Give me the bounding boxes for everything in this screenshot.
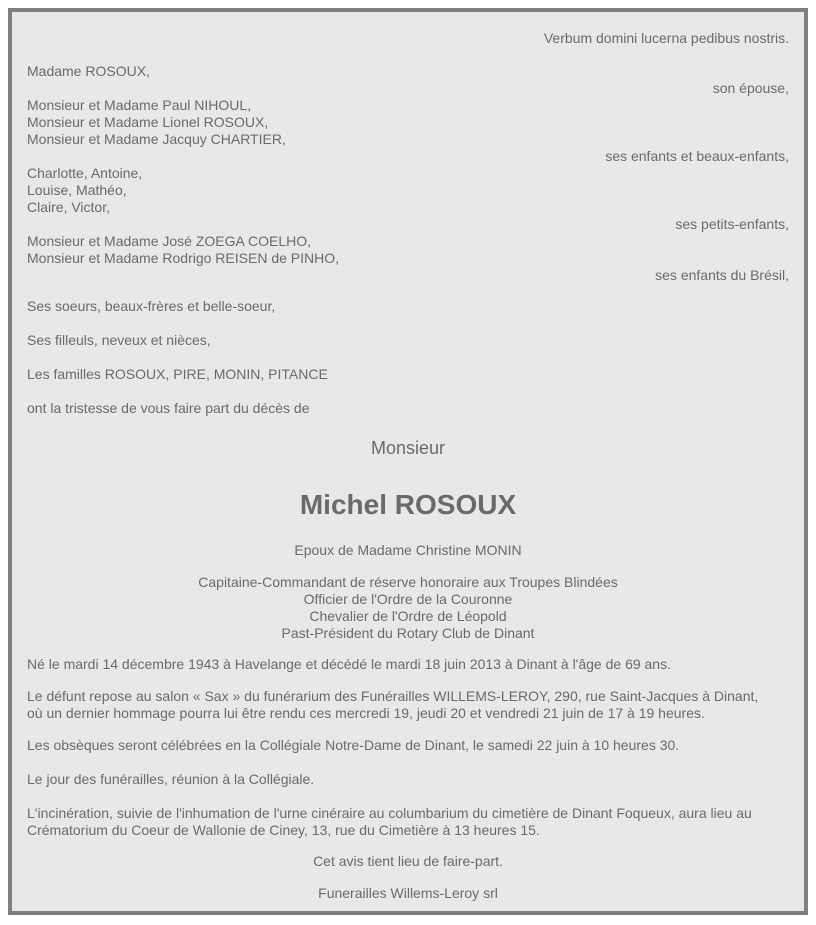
announcement-line: ont la tristesse de vous faire part du décès de <box>27 400 310 416</box>
siblings-line: Ses soeurs, beaux-frères et belle-soeur, <box>27 298 276 314</box>
grandchild-names: Louise, Mathéo, <box>27 182 127 198</box>
repose-line: où un dernier hommage pourra lui être rendu ces mercredi 19, jeudi 20 et vendredi 21 juin de 17 à 19 heures. <box>27 705 705 721</box>
spouse-name: Madame ROSOUX, <box>27 63 150 79</box>
spouse-line: Epoux de Madame Christine MONIN <box>294 542 522 558</box>
birth-death-line: Né le mardi 14 décembre 1943 à Havelange et décédé le mardi 18 juin 2013 à Dinant à l'âge de 69 ans. <box>27 656 671 672</box>
honor-line: Officier de l'Ordre de la Couronne <box>303 591 513 607</box>
obituary-notice <box>8 8 808 915</box>
notice-line: Cet avis tient lieu de faire-part. <box>313 853 503 869</box>
epigraph: Verbum domini lucerna pedibus nostris. <box>543 30 789 46</box>
godchildren-line: Ses filleuls, neveux et nièces, <box>27 332 211 348</box>
brazil-relation: ses enfants du Brésil, <box>655 267 789 283</box>
children-relation: ses enfants et beaux-enfants, <box>605 148 789 164</box>
child-name: Monsieur et Madame Lionel ROSOUX, <box>27 114 269 130</box>
spouse-relation: son épouse, <box>712 80 789 96</box>
honor-line: Capitaine-Commandant de réserve honoraire aux Troupes Blindées <box>198 574 618 590</box>
funeral-line: Les obsèques seront célébrées en la Collégiale Notre-Dame de Dinant, le samedi 22 juin à 10 heures 30. <box>27 737 680 753</box>
families-line: Les familles ROSOUX, PIRE, MONIN, PITANCE <box>27 366 328 382</box>
funeral-home: Funerailles Willems-Leroy srl <box>318 885 498 901</box>
deceased-name: Michel ROSOUX <box>299 489 517 520</box>
repose-line: Le défunt repose au salon « Sax » du funérarium des Funérailles WILLEMS-LEROY, 290, rue Saint-Jacques à Dinant, <box>27 688 759 704</box>
cremation-line: Crématorium du Coeur de Wallonie de Ciney, 13, rue du Cimetière à 13 heures 15. <box>27 822 540 838</box>
grandchild-names: Claire, Victor, <box>27 199 110 215</box>
deceased-title: Monsieur <box>370 438 446 458</box>
grandchild-names: Charlotte, Antoine, <box>27 165 143 181</box>
meeting-line: Le jour des funérailles, réunion à la Collégiale. <box>27 771 315 787</box>
child-name: Monsieur et Madame Jacquy CHARTIER, <box>27 131 286 147</box>
brazil-family-name: Monsieur et Madame Rodrigo REISEN de PINHO, <box>27 250 340 266</box>
child-name: Monsieur et Madame Paul NIHOUL, <box>27 97 252 113</box>
honor-line: Chevalier de l'Ordre de Léopold <box>309 608 507 624</box>
grandchildren-relation: ses petits-enfants, <box>675 216 789 232</box>
honor-line: Past-Président du Rotary Club de Dinant <box>281 625 535 641</box>
cremation-line: L'incinération, suivie de l'inhumation de l'urne cinéraire au columbarium du cimetière de Dinant Foqueux, aura lieu au <box>27 805 752 821</box>
brazil-family-name: Monsieur et Madame José ZOEGA COELHO, <box>27 233 311 249</box>
